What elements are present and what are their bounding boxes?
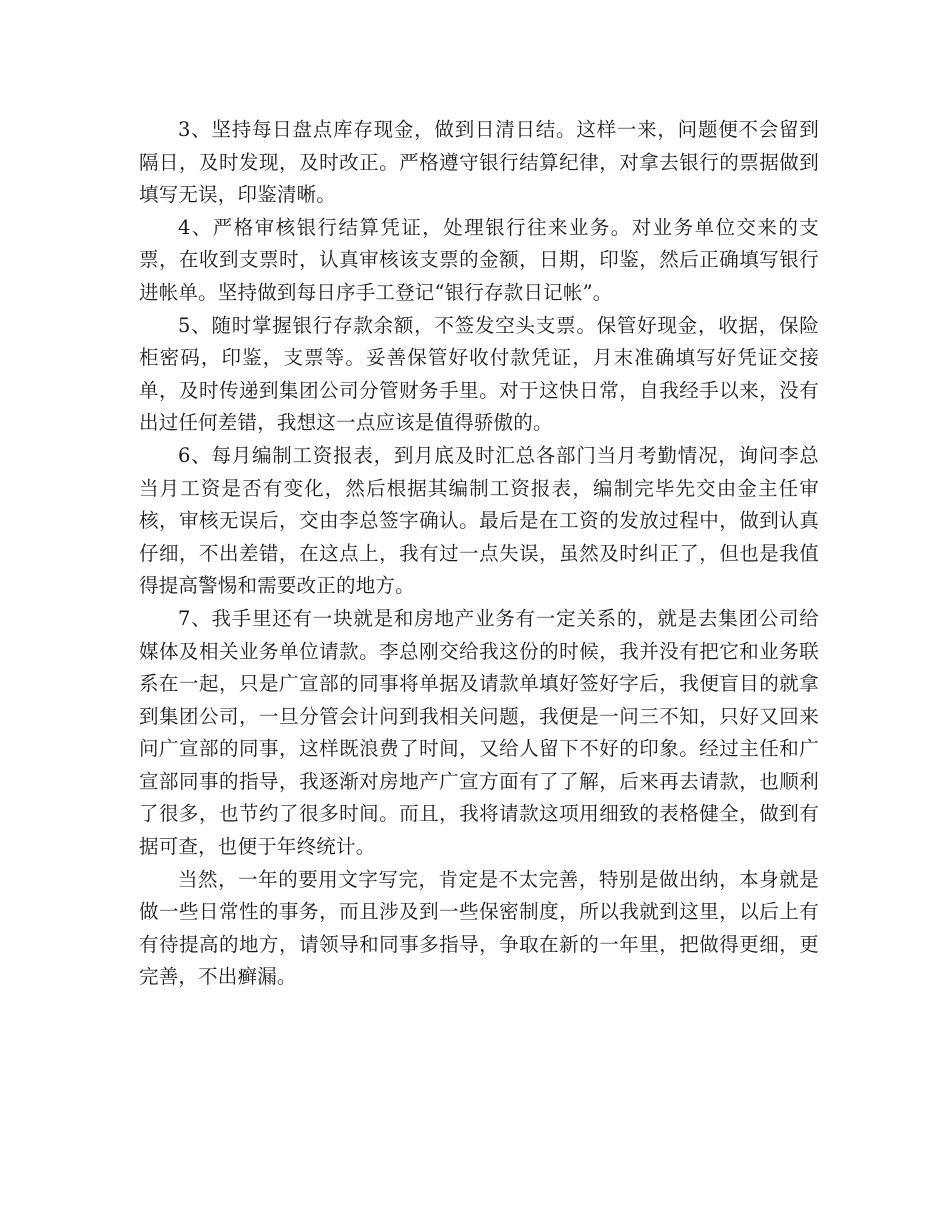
paragraph-conclusion: 当然，一年的要用文字写完，肯定是不太完善，特别是做出纳，本身就是做一些日常性的事务，而且涉及到一些保密制度，所以我就到这里，以后上有有待提高的地方，请领导和同事多指导，争取在新的一年里，把做得更细，更完善，不出癣漏。 (139, 867, 819, 989)
paragraph-item-7: 7、我手里还有一块就是和房地产业务有一定关系的，就是去集团公司给媒体及相关业务单位请款。李总刚交给我这份的时候，我并没有把它和业务联系在一起，只是广宣部的同事将单据及请款单填好签好字后，我便盲目的就拿到集团公司，一旦分管会计问到我相关问题，我便是一问三不知，只好又回来问广宣部的同事，这样既浪费了时间，又给人留下不好的印象。经过主任和广宣部同事的指导，我逐渐对房地产广宣方面有了了解，后来再去请款，也顺利了很多，也节约了很多时间。而且，我将请款这项用细致的表格健全，做到有据可查，也便于年终统计。 (139, 606, 819, 859)
paragraph-item-6: 6、每月编制工资报表，到月底及时汇总各部门当月考勤情况，询问李总当月工资是否有变化，然后根据其编制工资报表，编制完毕先交由金主任审核，审核无误后，交由李总签字确认。最后是在工资的发放过程中，做到认真仔细，不出差错，在这点上，我有过一点失误，虽然及时纠正了，但也是我值得提高警惕和需要改正的地方。 (139, 443, 819, 598)
document-body (139, 114, 819, 994)
paragraph-item-4: 4、严格审核银行结算凭证，处理银行往来业务。对业务单位交来的支票，在收到支票时，认真审核该支票的金额，日期，印鉴，然后正确填写银行进帐单。坚持做到每日序手工登记“银行存款日记帐”。 (139, 215, 819, 304)
paragraph-item-3: 3、坚持每日盘点库存现金，做到日清日结。这样一来，问题便不会留到隔日，及时发现，及时改正。严格遵守银行结算纪律，对拿去银行的票据做到填写无误，印鉴清晰。 (139, 118, 819, 207)
paragraph-item-5: 5、随时掌握银行存款余额，不签发空头支票。保管好现金，收据，保险柜密码，印鉴，支票等。妥善保管好收付款凭证，月末准确填写好凭证交接单，及时传递到集团公司分管财务手里。对于这快日常，自我经手以来，没有出过任何差错，我想这一点应该是值得骄傲的。 (139, 313, 819, 435)
